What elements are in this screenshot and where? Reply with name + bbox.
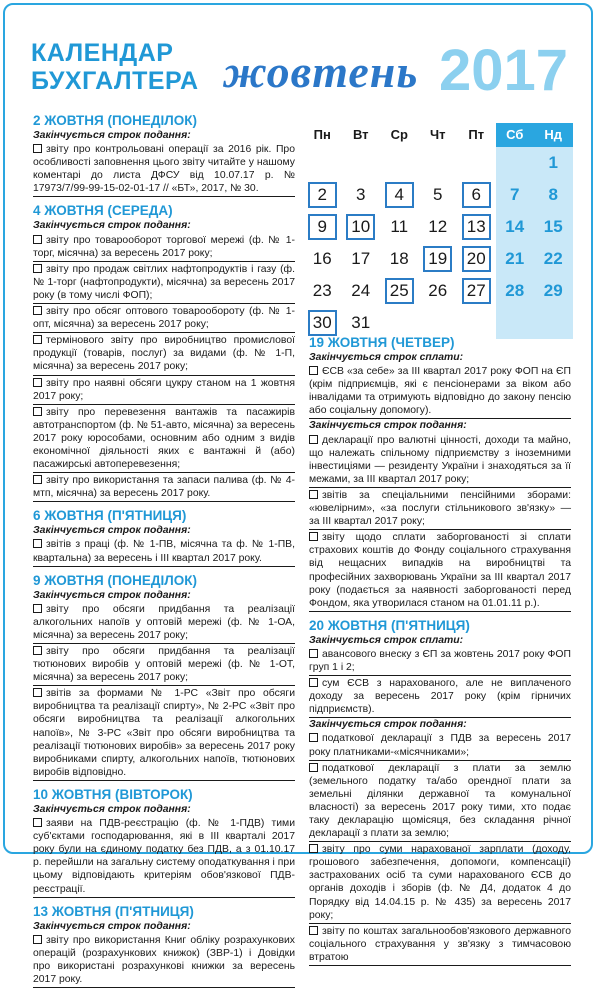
- checkbox-icon: [33, 646, 42, 655]
- calendar-day: [419, 179, 458, 211]
- section-date-title: 9 ЖОВТНЯ (ПОНЕДІЛОК): [33, 572, 197, 588]
- calendar-day-number: 13: [462, 214, 491, 240]
- checklist-item: [309, 842, 571, 924]
- checklist-item-text: сум ЄСВ з нарахованого, але не виплаченого доходу за вересень 2017 року (крім гірничих підприємств).: [309, 678, 571, 716]
- checklist-item: [309, 647, 571, 676]
- calendar-day: [303, 211, 342, 243]
- calendar-day-number: 24: [351, 281, 371, 300]
- calendar-day-number: 26: [428, 281, 448, 300]
- checkbox-icon: [33, 306, 42, 315]
- checklist-item-text: звіту про наявні обсяги цукру станом на 1 жовтня 2017 року;: [33, 377, 295, 402]
- calendar-day-number: 30: [308, 310, 337, 336]
- checklist-item: [33, 142, 295, 197]
- deadline-subtitle: Закінчується строк подання:: [33, 803, 191, 815]
- month-calendar: [303, 123, 573, 339]
- checklist-item-text: авансового внеску з ЄП за жовтень 2017 року ФОП груп 1 і 2;: [309, 648, 571, 673]
- calendar-day: [380, 211, 419, 243]
- checklist-item-text: заяви на ПДВ-реєстрацію (ф. № 1-ПДВ) тими суб'єктами господарювання, які в III кварталі 2017 року були на єдиному податку без ПДВ, а з 01.10.17 р. перейшли на загальну систему оподаткування і при цьому відповідають критеріям обов'язкової ПДВ-реєстрації.: [33, 818, 295, 895]
- header-month: жовтень: [223, 46, 419, 97]
- deadline-subtitle: Закінчується строк сплати:: [309, 352, 464, 363]
- calendar-day: [342, 211, 381, 243]
- checklist-item: [33, 537, 295, 566]
- checkbox-icon: [33, 688, 42, 697]
- weekday-label: Сб: [496, 123, 535, 147]
- checklist-item: [33, 816, 295, 898]
- checkbox-icon: [33, 144, 42, 153]
- calendar-day-number: 27: [462, 278, 491, 304]
- deadline-subtitle: Закінчується строк подання:: [309, 420, 467, 432]
- checklist-item: [309, 731, 571, 760]
- checkbox-icon: [309, 763, 318, 772]
- deadline-subtitle: Закінчується строк подання:: [33, 920, 191, 932]
- header-title-line2: БУХГАЛТЕРА: [31, 67, 199, 95]
- calendar-day: [380, 275, 419, 307]
- checklist-item-text: декларації про валютні цінності, доходи та майно, що належать спільному підприємству з іноземними інвестиціями — резиденту України і знаходяться за її межами, за III квартал 2017 року;: [309, 434, 571, 485]
- calendar-day: [534, 211, 573, 243]
- calendar-day-number: 3: [356, 185, 366, 204]
- checklist-item: [309, 530, 571, 612]
- weekday-label: Вт: [352, 127, 369, 142]
- checkbox-icon: [33, 264, 42, 273]
- checkbox-icon: [309, 435, 318, 444]
- section-date-title: 2 ЖОВТНЯ (ПОНЕДІЛОК): [33, 113, 197, 128]
- calendar-day-number: 2: [308, 182, 337, 208]
- calendar-page: [3, 3, 593, 985]
- calendar-day-number: 14: [505, 217, 525, 236]
- checklist-item: [33, 233, 295, 262]
- calendar-day-number: 15: [543, 217, 563, 236]
- calendar-day: [419, 211, 458, 243]
- calendar-day: [457, 179, 496, 211]
- checklist-item-text: звіту щодо сплати заборгованості зі сплати страхових коштів до Фонду соціального страхування від нещасних випадків на виробництві та професійних захворювань України за III квартал 2017 року (подається за наявності заборгованості перед Фондом, яка утворилася станом на 01.01.11 р.).: [309, 532, 571, 609]
- calendar-day: [534, 179, 573, 211]
- checklist-item-text: ЄСВ «за себе» за III квартал 2017 року ФОП на ЄП (крім підприємців, які є пенсіонерами за віком або інвалідами та отримують відповідно до закону пенсію або соціальну допомогу).: [309, 366, 571, 417]
- calendar-day-number: 28: [505, 281, 525, 300]
- calendar-day: [342, 275, 381, 307]
- calendar-day-number: 31: [351, 313, 371, 332]
- calendar-day-number: 25: [385, 278, 414, 304]
- calendar-day-number: 9: [308, 214, 337, 240]
- calendar-day-number: 20: [462, 246, 491, 272]
- calendar-day: [303, 243, 342, 275]
- calendar-day-number: 22: [543, 249, 563, 268]
- checkbox-icon: [33, 935, 42, 944]
- calendar-grid: [303, 147, 573, 339]
- checkbox-icon: [309, 366, 318, 375]
- checkbox-icon: [33, 818, 42, 827]
- deadline-subtitle: Закінчується строк подання:: [33, 220, 191, 232]
- calendar-day-number: 29: [543, 281, 563, 300]
- checklist-item: [33, 686, 295, 781]
- checkbox-icon: [309, 532, 318, 541]
- calendar-day: [303, 179, 342, 211]
- calendar-day: [419, 275, 458, 307]
- calendar-day: [380, 243, 419, 275]
- weekday-label: Нд: [534, 123, 573, 147]
- checklist-item: [309, 676, 571, 718]
- checklist-item-text: звіту про обсяги придбання та реалізації тютюнових виробів у оптовій мережі (ф. № 1-ОТ, місячна) за вересень 2017 року;: [33, 646, 295, 684]
- checklist-item: [33, 333, 295, 375]
- section-date-title: 13 ЖОВТНЯ (П'ЯТНИЦЯ): [33, 903, 194, 919]
- checkbox-icon: [33, 335, 42, 344]
- checklist-item-text: звіту по коштах загальнообов'язкового державного соціального страхування у зв'язку з тимчасовою втратою: [309, 925, 571, 963]
- checkbox-icon: [309, 926, 318, 935]
- calendar-day-number: 8: [548, 185, 558, 204]
- checkbox-icon: [33, 407, 42, 416]
- calendar-day-number: 21: [505, 249, 525, 268]
- deadline-subtitle: Закінчується строк подання:: [33, 525, 191, 537]
- deadline-subtitle: Закінчується строк подання:: [309, 719, 467, 731]
- section-date-title: 10 ЖОВТНЯ (ВІВТОРОК): [33, 786, 193, 802]
- checklist-item-text: звіту про обсяги придбання та реалізації алкогольних напоїв у оптовій мережі (ф. № 1-ОА, місячна) за вересень 2017 року;: [33, 603, 295, 641]
- calendar-day: [496, 179, 535, 211]
- checklist-item-text: звіту про обсяг оптового товарообороту (ф. № 1-опт, місячна) за вересень 2017 року;: [33, 306, 295, 331]
- weekday-label: Чт: [429, 127, 446, 142]
- deadline-subtitle: Закінчується строк сплати:: [309, 634, 464, 646]
- weekday-label: Пн: [313, 127, 331, 142]
- checklist-item: [33, 405, 295, 473]
- calendar-day: [457, 211, 496, 243]
- checkbox-icon: [309, 490, 318, 499]
- deadline-subtitle: Закінчується строк подання:: [33, 589, 191, 601]
- header-title: [31, 39, 199, 95]
- calendar-day-number: 1: [548, 153, 558, 172]
- checklist-item-text: звіту про суми нарахованої зарплати (доходу, грошового забезпечення, допомоги, компенсації) застрахованих осіб та суми нарахованого ЄСВ до органів доходів і зборів (ф. № Д4, додаток 4 до Порядку від 14.04.15 р. № 435) за вересень 2017 року;: [309, 844, 571, 921]
- checkbox-icon: [33, 604, 42, 613]
- checkbox-icon: [33, 475, 42, 484]
- deadline-subtitle: Закінчується строк подання:: [33, 130, 191, 141]
- checklist-item: [309, 364, 571, 419]
- calendar-day-number: 17: [351, 249, 371, 268]
- header-title-line1: КАЛЕНДАР: [31, 39, 174, 67]
- calendar-day-number: 4: [385, 182, 414, 208]
- checklist-item: [33, 473, 295, 502]
- checklist-item: [309, 761, 571, 843]
- header-year: 2017: [439, 38, 569, 103]
- checklist-item-text: звітів за спеціальними пенсійними зборами: «ювелірним», «за послуги стільникового зв'язку» — за III квартал 2017 року;: [309, 489, 571, 528]
- section-date-title: 6 ЖОВТНЯ (П'ЯТНИЦЯ): [33, 508, 187, 524]
- calendar-day: [496, 243, 535, 275]
- section-date-title: 19 ЖОВТНЯ (ЧЕТВЕР): [309, 335, 455, 350]
- calendar-weekday-header: [303, 123, 573, 147]
- checklist-item-text: звіту про перевезення вантажів та пасажирів автотранспортом (ф. № 51-авто, місячна) за вересень 2017 року юрособами, основним або одним з видів економічної діяльності яких є вантажні й (або) пасажирські автоперевезення;: [33, 406, 295, 471]
- calendar-day-number: 11: [390, 217, 409, 236]
- checkbox-icon: [309, 678, 318, 687]
- right-column: [309, 335, 571, 966]
- calendar-day: [303, 275, 342, 307]
- checklist-item: [33, 376, 295, 405]
- calendar-day: [457, 275, 496, 307]
- section-date-title: 20 ЖОВТНЯ (П'ЯТНИЦЯ): [309, 617, 470, 633]
- checkbox-icon: [309, 844, 318, 853]
- calendar-day: [457, 243, 496, 275]
- calendar-day: [534, 243, 573, 275]
- calendar-day-number: 6: [462, 182, 491, 208]
- checklist-item: [309, 924, 571, 966]
- checklist-item: [309, 488, 571, 530]
- calendar-day: [342, 179, 381, 211]
- calendar-day-number: 18: [389, 249, 409, 268]
- calendar-day-number: 5: [433, 185, 443, 204]
- checklist-item-text: звітів з праці (ф. № 1-ПВ, місячна та ф. № 1-ПВ, квартальна) за вересень і III квартал 2017 року.: [33, 539, 295, 564]
- checklist-item-text: звітів за формами № 1-РС «Звіт про обсяги виробництва та реалізації спирту», № 2-РС «Звіт про обсяги виробництва та реалізації алкогольних напоїв», № 3-РС «Звіт про обсяги виробництва та реалізації тютюнових виробів» за вересень 2017 року виробниками спирту, алкогольних напоїв, тютюнових виробів відповідно.: [33, 688, 295, 778]
- calendar-day: [534, 275, 573, 307]
- checklist-item: [33, 602, 295, 644]
- weekday-label: Ср: [390, 127, 408, 142]
- calendar-day-number: 7: [510, 185, 520, 204]
- calendar-day-number: 12: [428, 217, 448, 236]
- calendar-day-number: 19: [423, 246, 452, 272]
- checklist-item: [33, 304, 295, 333]
- checklist-item-text: податкової декларації з ПДВ за вересень 2017 року платниками-«місячниками»;: [309, 733, 571, 758]
- checklist-item-text: звіту про продаж світлих нафтопродуктів і газу (ф. № 1-торг (нафтопродукти), місячна) за вересень 2017 року (в тому числі ФОП);: [33, 263, 295, 301]
- checkbox-icon: [309, 649, 318, 658]
- checkbox-icon: [33, 235, 42, 244]
- checklist-item-text: звіту про контрольовані операції за 2016 рік. Про особливості заповнення цього звіту читайте у нашому коментарі до листа ДФСУ від 10.07.17 р. № 17973/7/99-99-15-02-01-17 // «БТ», 2017, № 30.: [33, 144, 295, 195]
- checkbox-icon: [33, 539, 42, 548]
- checklist-item-text: звіту про використання та запаси палива (ф. № 4-мтп, місячна) за вересень 2017 року.: [33, 475, 295, 500]
- checklist-item-text: податкової декларації з плати за землю (земельного податку та/або орендної плати за земельні ділянки державної та комунальної власності) за вересень 2017 року тими, хто подає таку декларацію щомісяця, без складання річної декларації з плати за землю;: [309, 762, 571, 840]
- checklist-item: [33, 933, 295, 988]
- checklist-item: [33, 644, 295, 686]
- calendar-day-number: 16: [312, 249, 332, 268]
- checkbox-icon: [309, 733, 318, 742]
- section-date-title: 4 ЖОВТНЯ (СЕРЕДА): [33, 203, 173, 219]
- calendar-day: [380, 179, 419, 211]
- checklist-item: [309, 433, 571, 488]
- checklist-item-text: звіту про товарооборот торгової мережі (ф. № 1-торг, місячна) за вересень 2017 року;: [33, 234, 295, 259]
- weekday-label: Пт: [468, 127, 485, 142]
- calendar-day: [534, 147, 573, 179]
- calendar-day-number: 10: [346, 214, 375, 240]
- checklist-item-text: звіту про використання Книг обліку розрахункових операцій (розрахункових книжок) (ЗВР-1) і Довідки про використані розрахункові книжки за вересень 2017 року.: [33, 934, 295, 985]
- checklist-item-text: термінового звіту про виробництво промислової продукції (товарів, послуг) за видами (ф. № 1-П, місячна) за вересень 2017 року;: [33, 335, 295, 373]
- checkbox-icon: [33, 378, 42, 387]
- calendar-day: [342, 243, 381, 275]
- calendar-day-number: 23: [312, 281, 332, 300]
- calendar-day: [496, 275, 535, 307]
- calendar-day: [496, 211, 535, 243]
- left-column: [33, 113, 295, 988]
- checklist-item: [33, 262, 295, 304]
- calendar-day: [419, 243, 458, 275]
